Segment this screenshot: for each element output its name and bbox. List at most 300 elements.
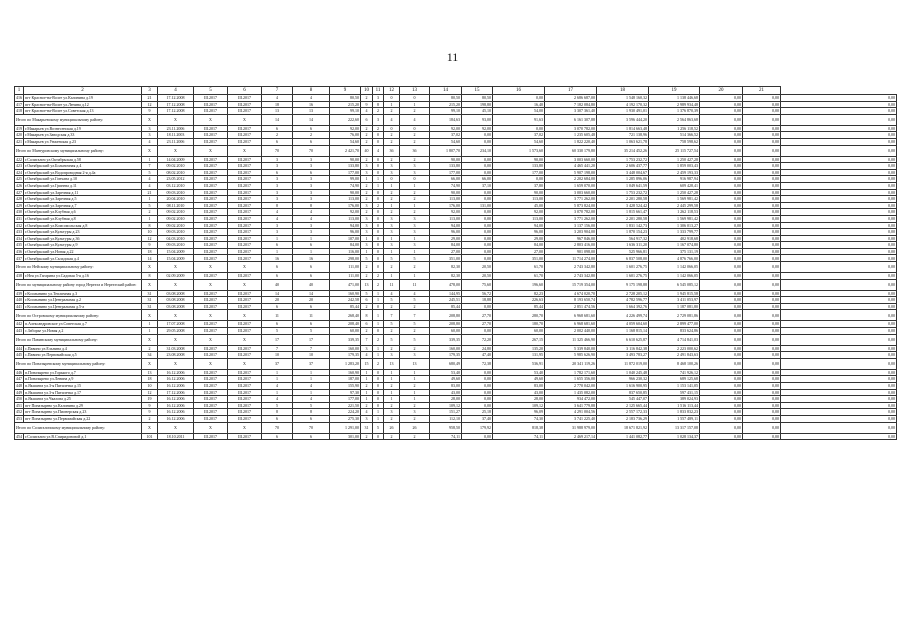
table-cell: 111,00	[330, 262, 361, 273]
table-cell: 74,11	[493, 433, 545, 440]
table-cell: 3	[293, 163, 330, 170]
table-cell: 901 098,00	[545, 248, 597, 255]
table-cell: 268,40	[330, 310, 361, 321]
table-cell: 1 601 276,75	[597, 273, 649, 280]
table-cell: 2	[384, 156, 400, 163]
table-cell: 18	[142, 248, 158, 255]
table-cell: III.2017	[194, 255, 228, 262]
table-cell: 09.02.2010	[158, 215, 194, 222]
table-cell: 5 339 840,00	[545, 345, 597, 352]
table-cell: 92,00	[330, 125, 361, 132]
table-cell: 2 201 280,58	[597, 196, 649, 203]
table-cell: 5	[384, 297, 400, 304]
table-cell: 0,00	[743, 262, 781, 273]
table-cell: 1	[142, 328, 158, 335]
table-cell: 1	[361, 389, 373, 396]
table-cell: 0,00	[462, 383, 493, 390]
table-cell: 1 548 160,32	[597, 95, 649, 102]
table-cell: 3	[361, 415, 373, 422]
table-cell: 13	[142, 369, 158, 376]
table-cell: 1 573,60	[493, 145, 545, 156]
table-cell: 11 714 274,00	[545, 255, 597, 262]
table-cell: 0	[373, 303, 384, 310]
row-number: 448	[16, 383, 22, 389]
table-cell: 0,00	[462, 303, 493, 310]
address-cell: п.Якшанга ул.3-я Пятилетка д.15	[24, 383, 142, 390]
table-cell: 7	[142, 163, 158, 170]
table-cell: 4 059 604,60	[597, 321, 649, 328]
table-cell: 16.12.2006	[158, 409, 194, 416]
table-cell: 99,10	[430, 108, 462, 115]
table-cell: 3	[361, 345, 373, 352]
table-cell: III.2017	[194, 235, 228, 242]
table-cell: 3 003 660,00	[545, 189, 597, 196]
table-cell: 833 624,86	[649, 328, 700, 335]
table-cell: 0,00	[462, 189, 493, 196]
table-cell: 1	[400, 248, 430, 255]
table-cell: 0,00	[781, 222, 897, 229]
table-cell: 0,00	[743, 389, 781, 396]
row-number: 434	[16, 235, 22, 241]
table-cell: 36	[384, 145, 400, 156]
table-row	[15, 156, 897, 163]
table-cell: 0,00	[781, 95, 897, 102]
table-cell: III.2017	[228, 215, 262, 222]
table-cell: 3 771 262,00	[545, 196, 597, 203]
table-cell: X	[142, 358, 158, 369]
table-cell: 60,00	[493, 328, 545, 335]
table-row	[15, 101, 897, 108]
table-cell: 1	[400, 235, 430, 242]
table-cell: III.2017	[194, 202, 228, 209]
table-cell: 8 468 100,26	[649, 358, 700, 369]
table-cell: III.2017	[194, 189, 228, 196]
table-cell: 1	[142, 156, 158, 163]
table-cell: 2	[400, 402, 430, 409]
table-cell: 2 002 440,00	[545, 328, 597, 335]
column-number: 21	[743, 87, 781, 95]
table-cell: 61,70	[493, 273, 545, 280]
table-cell: 20,50	[462, 273, 493, 280]
table-cell: 4	[142, 182, 158, 189]
table-cell: 0,00	[781, 209, 897, 216]
table-cell: 7	[262, 345, 293, 352]
table-cell: 0,00	[700, 235, 743, 242]
address-cell: г.Макарьев ул.Заводская д.33	[24, 132, 142, 139]
district-total-label: Итого по Нейскому муниципальному району:	[15, 262, 142, 273]
address-cell: г.Нея ул.Гагарина ул.Садовая 5-я д.16	[24, 273, 142, 280]
table-cell: 0,00	[700, 138, 743, 145]
row-number: 432	[16, 222, 22, 228]
row-number: 433	[16, 229, 22, 235]
table-cell: 9	[142, 108, 158, 115]
table-cell: 0,00	[781, 352, 897, 359]
table-cell: 0,00	[743, 138, 781, 145]
table-cell: 2 728 205,12	[597, 290, 649, 297]
table-cell: 34	[142, 352, 158, 359]
table-cell: III.2017	[228, 402, 262, 409]
table-cell: 80,50	[430, 95, 462, 102]
table-cell: 1	[384, 369, 400, 376]
table-cell: 0,00	[462, 169, 493, 176]
table-cell: 1	[293, 376, 330, 383]
table-cell: 5	[400, 334, 430, 345]
table-cell: 0	[373, 242, 384, 249]
table-cell: 0,00	[700, 321, 743, 328]
column-number: 16	[493, 87, 545, 95]
table-cell: III.2017	[228, 101, 262, 108]
table-cell: 70	[262, 145, 293, 156]
table-cell: X	[142, 279, 158, 290]
table-cell: 35 214 452,26	[597, 145, 649, 156]
table-cell: 144,95	[430, 290, 462, 297]
table-cell: 1 167 074,80	[649, 242, 700, 249]
table-cell: X	[142, 114, 158, 125]
table-cell: 5	[293, 328, 330, 335]
table-cell: 0,00	[462, 433, 493, 440]
table-cell: 2	[384, 209, 400, 216]
table-cell: 28,00	[430, 396, 462, 403]
table-cell: III.2017	[194, 196, 228, 203]
row-number: 454	[16, 433, 22, 439]
table-cell: 2	[400, 209, 430, 216]
table-cell: 18	[262, 101, 293, 108]
table-row	[15, 182, 897, 189]
table-cell: 0,00	[700, 189, 743, 196]
table-cell: 3	[293, 176, 330, 183]
table-cell: 3	[384, 163, 400, 170]
table-cell: 0,00	[700, 125, 743, 132]
table-cell: 6	[293, 242, 330, 249]
table-cell: 2	[384, 383, 400, 390]
table-cell: 66,00	[462, 176, 493, 183]
table-cell: 03.08.2008	[158, 303, 194, 310]
table-cell: 74,30	[493, 415, 545, 422]
table-cell: 1 516 113,44	[649, 402, 700, 409]
table-cell: 339,35	[430, 334, 462, 345]
table-cell: 10	[293, 352, 330, 359]
address-cell: пгт Поназырево ул.Первомайская д.22	[24, 415, 142, 422]
table-cell: 1	[400, 202, 430, 209]
table-cell: X	[142, 422, 158, 433]
table-cell: 0,00	[700, 345, 743, 352]
table-cell: 1	[373, 297, 384, 304]
table-row	[15, 352, 897, 359]
table-cell: 224,20	[330, 409, 361, 416]
table-cell: 2 202 684,00	[545, 176, 597, 183]
table-cell: 0,00	[743, 328, 781, 335]
row-number: 424	[16, 169, 22, 175]
table-cell: 1	[400, 376, 430, 383]
table-cell: 0,00	[700, 303, 743, 310]
table-cell: III.2017	[194, 303, 228, 310]
address-cell: п.Якшанга ул.3-я Пятилетка д.17	[24, 389, 142, 396]
table-row	[15, 189, 897, 196]
table-cell: 14	[142, 255, 158, 262]
table-row	[15, 248, 897, 255]
address-cell: г.Октябрьский ул.Культуры д.23	[24, 229, 142, 236]
address-cell: г.Солигалич ул.Октябрьская д.58	[24, 156, 142, 163]
table-cell: 131,00	[462, 202, 493, 209]
table-cell: 4	[373, 145, 384, 156]
table-cell: 0,00	[743, 303, 781, 310]
table-cell: 0,00	[700, 389, 743, 396]
table-cell: 916 987,94	[649, 176, 700, 183]
table-cell: 0,00	[700, 101, 743, 108]
table-cell: 3	[262, 182, 293, 189]
column-number: 9	[330, 87, 361, 95]
table-row	[15, 222, 897, 229]
table-cell: 0,00	[462, 396, 493, 403]
table-cell: X	[194, 358, 228, 369]
table-cell: 0,00	[781, 433, 897, 440]
table-cell: 0,00	[700, 415, 743, 422]
table-cell: 11	[400, 279, 430, 290]
table-cell: 0,00	[700, 358, 743, 369]
table-cell: 0,00	[700, 95, 743, 102]
table-cell: 37	[293, 358, 330, 369]
row-number: 441	[16, 303, 22, 309]
table-cell: III.2017	[194, 273, 228, 280]
table-cell: 0,00	[781, 196, 897, 203]
table-cell: 2 743 342,80	[545, 273, 597, 280]
table-cell: 0,00	[743, 163, 781, 170]
column-number: 13	[400, 87, 430, 95]
table-cell: 0,00	[743, 402, 781, 409]
table-row	[15, 169, 897, 176]
table-cell: 9	[142, 242, 158, 249]
table-cell: 5 985 626,90	[545, 352, 597, 359]
table-cell: 1 040 245,48	[597, 369, 649, 376]
table-cell: 31 988 979,00	[545, 422, 597, 433]
table-cell: 545 447,07	[597, 396, 649, 403]
table-cell: III.2017	[228, 321, 262, 328]
table-cell: 20	[262, 297, 293, 304]
table-cell: 3 203 904,00	[545, 229, 597, 236]
table-cell: 0	[373, 248, 384, 255]
table-cell: III.2017	[194, 176, 228, 183]
table-cell: 0	[373, 169, 384, 176]
table-cell: 339,35	[330, 334, 361, 345]
table-cell: 2	[384, 262, 400, 273]
table-cell: 0,00	[493, 95, 545, 102]
table-row	[15, 196, 897, 203]
table-cell: 21	[142, 95, 158, 102]
table-cell: 1 168 815,14	[597, 328, 649, 335]
column-number: 2	[24, 87, 142, 95]
table-cell: 5	[384, 255, 400, 262]
table-cell: 0,00	[781, 182, 897, 189]
table-cell: 2	[384, 415, 400, 422]
table-cell: 0	[373, 132, 384, 139]
table-cell: III.2017	[194, 433, 228, 440]
table-cell: 80,50	[462, 95, 493, 102]
table-cell: 2	[384, 345, 400, 352]
table-cell: 2	[361, 383, 373, 390]
table-cell: 3	[262, 156, 293, 163]
table-cell: 180,70	[493, 321, 545, 328]
table-cell: X	[228, 358, 262, 369]
table-cell: 0,00	[462, 138, 493, 145]
table-cell: 0	[373, 235, 384, 242]
address-cell: г.Октябрьский ул.Гончана д.10	[24, 176, 142, 183]
table-cell: 94,00	[330, 222, 361, 229]
table-cell: 4	[400, 114, 430, 125]
table-cell: 133,80	[493, 163, 545, 170]
table-cell: III.2017	[194, 396, 228, 403]
table-cell: 6 968 681,60	[545, 310, 597, 321]
table-cell: 6	[293, 303, 330, 310]
table-cell: 0	[373, 138, 384, 145]
table-cell: 1	[373, 182, 384, 189]
column-number: 18	[597, 87, 649, 95]
table-cell: 6	[262, 433, 293, 440]
row-number: 443	[16, 328, 22, 334]
table-cell: 9	[142, 409, 158, 416]
table-cell: 1 859 003,43	[649, 163, 700, 170]
table-cell: 21	[142, 189, 158, 196]
table-cell: 74,90	[330, 182, 361, 189]
table-cell: 17	[293, 334, 330, 345]
table-cell: 2	[400, 156, 430, 163]
table-cell: 17.12.2008	[158, 95, 194, 102]
table-cell: III.2017	[228, 235, 262, 242]
table-cell: 4 876 766,00	[649, 255, 700, 262]
table-cell: 109,12	[430, 402, 462, 409]
table-cell: 0,00	[781, 345, 897, 352]
table-cell: 11	[384, 279, 400, 290]
table-cell: 0,00	[700, 369, 743, 376]
table-cell: 5	[262, 402, 293, 409]
table-cell: 7	[293, 345, 330, 352]
table-cell: 0,00	[700, 383, 743, 390]
table-cell: 16	[293, 255, 330, 262]
table-cell: 16.12.2006	[158, 396, 194, 403]
table-cell: III.2017	[194, 409, 228, 416]
table-cell: 0,00	[781, 273, 897, 280]
table-cell: 2	[384, 138, 400, 145]
column-number: 6	[228, 87, 262, 95]
table-cell: 1	[400, 389, 430, 396]
table-cell: X	[228, 262, 262, 273]
table-cell: 54,00	[493, 108, 545, 115]
table-cell: III.2017	[228, 242, 262, 249]
table-cell: X	[158, 310, 194, 321]
table-cell: 3	[373, 114, 384, 125]
table-cell: 208,80	[430, 321, 462, 328]
table-cell: 2	[361, 189, 373, 196]
table-cell: 2 459 193,33	[649, 169, 700, 176]
table-cell: 0,00	[743, 297, 781, 304]
table-cell: 3 448 004,67	[597, 169, 649, 176]
table-cell: 10	[262, 352, 293, 359]
table-cell: III.2017	[228, 396, 262, 403]
table-cell: 25,18	[462, 409, 493, 416]
table-cell: 0,00	[462, 248, 493, 255]
table-cell: 09.03.2010	[158, 229, 194, 236]
table-cell: 4 192 170,32	[597, 101, 649, 108]
table-cell: X	[142, 145, 158, 156]
table-cell: 5	[262, 328, 293, 335]
table-cell: 6	[262, 273, 293, 280]
table-cell: 2	[400, 303, 430, 310]
table-cell: 0,00	[700, 163, 743, 170]
table-cell: 2	[373, 358, 384, 369]
table-cell: 0,00	[781, 422, 897, 433]
table-cell: 12	[142, 389, 158, 396]
table-cell: 3	[400, 352, 430, 359]
table-cell: 1 285 896,06	[597, 176, 649, 183]
table-cell: 16.12.2006	[158, 402, 194, 409]
table-cell: 1 063 621,78	[597, 138, 649, 145]
table-cell: 2	[293, 132, 330, 139]
table-cell: 9	[361, 101, 373, 108]
table-cell: 93,00	[462, 114, 493, 125]
table-cell: 3 307 361,40	[545, 108, 597, 115]
district-total-label: Итого по Мантуровскому муниципальному району:	[15, 145, 142, 156]
table-cell: III.2017	[194, 345, 228, 352]
table-cell: 85,44	[330, 303, 361, 310]
table-cell: 0,00	[743, 310, 781, 321]
table-cell: III.2017	[194, 101, 228, 108]
table-cell: 109,12	[493, 402, 545, 409]
table-cell: 0,00	[743, 202, 781, 209]
table-cell: 0,00	[700, 114, 743, 125]
table-cell: 4	[384, 290, 400, 297]
table-cell: 18 671 821,92	[597, 422, 649, 433]
table-cell: 2	[361, 433, 373, 440]
table-cell: 3	[384, 242, 400, 249]
table-cell: 6	[262, 303, 293, 310]
table-cell: 0,00	[700, 145, 743, 156]
table-cell: 6 161 307,88	[545, 114, 597, 125]
table-cell: 0,00	[462, 389, 493, 396]
table-cell: 0,00	[781, 156, 897, 163]
table-cell: 0	[373, 389, 384, 396]
table-cell: 7	[400, 310, 430, 321]
table-cell: 1	[400, 369, 430, 376]
table-row	[15, 229, 897, 236]
row-number: 416	[16, 95, 22, 101]
table-cell: 0,00	[743, 242, 781, 249]
district-total-row	[15, 279, 897, 290]
column-number: 7	[262, 87, 293, 95]
table-cell: 2 183 736,29	[597, 415, 649, 422]
table-cell: 2	[361, 138, 373, 145]
table-cell: X	[158, 358, 194, 369]
table-body	[15, 87, 897, 440]
table-cell: 0,00	[743, 358, 781, 369]
row-number: 426	[16, 182, 22, 188]
table-cell: 13	[262, 108, 293, 115]
table-cell: 1	[384, 389, 400, 396]
table-cell: 2	[400, 415, 430, 422]
table-cell: 11 325 466,90	[545, 334, 597, 345]
table-cell: 0,00	[781, 229, 897, 236]
table-cell: X	[228, 310, 262, 321]
table-row	[15, 369, 897, 376]
table-cell: 1 569 981,42	[649, 196, 700, 203]
table-cell: 0,00	[743, 279, 781, 290]
table-cell: 2	[361, 328, 373, 335]
table-cell: 0,00	[781, 215, 897, 222]
address-cell: г.Октябрьский ул.Культуры д.9	[24, 242, 142, 249]
table-cell: X	[158, 334, 194, 345]
table-cell: 7 182 084,80	[545, 101, 597, 108]
table-cell: 4	[293, 209, 330, 216]
table-cell: 5 907 198,00	[545, 169, 597, 176]
table-cell: III.2017	[194, 108, 228, 115]
